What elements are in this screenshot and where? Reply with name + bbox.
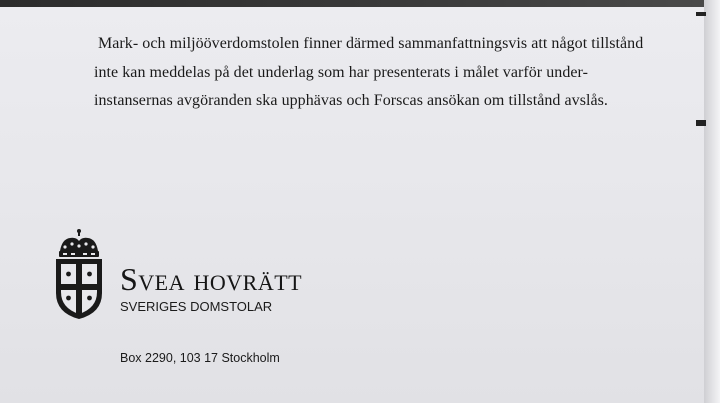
postal-address: Box 2290, 103 17 Stockholm (120, 351, 280, 365)
page-top-edge (0, 0, 720, 7)
paragraph-line: Mark- och miljööverdomstolen finner därmed sammanfattningsvis att något tillstånd (98, 35, 644, 52)
edge-mark (696, 120, 706, 126)
crown-shield-emblem-icon (50, 227, 108, 321)
paragraph-line: instansernas avgöranden ska upphävas och Forscas ansökan om tillstånd avslås. (94, 92, 608, 109)
paragraph-line: inte kan meddelas på det underlag som har presenterats i målet varför under- (94, 63, 588, 81)
organization-name: Svea hovrätt (120, 261, 303, 297)
organization-subtitle: SVERIGES DOMSTOLAR (120, 299, 273, 314)
page-right-edge (704, 0, 720, 403)
edge-mark (696, 12, 706, 16)
body-paragraph (94, 30, 694, 116)
